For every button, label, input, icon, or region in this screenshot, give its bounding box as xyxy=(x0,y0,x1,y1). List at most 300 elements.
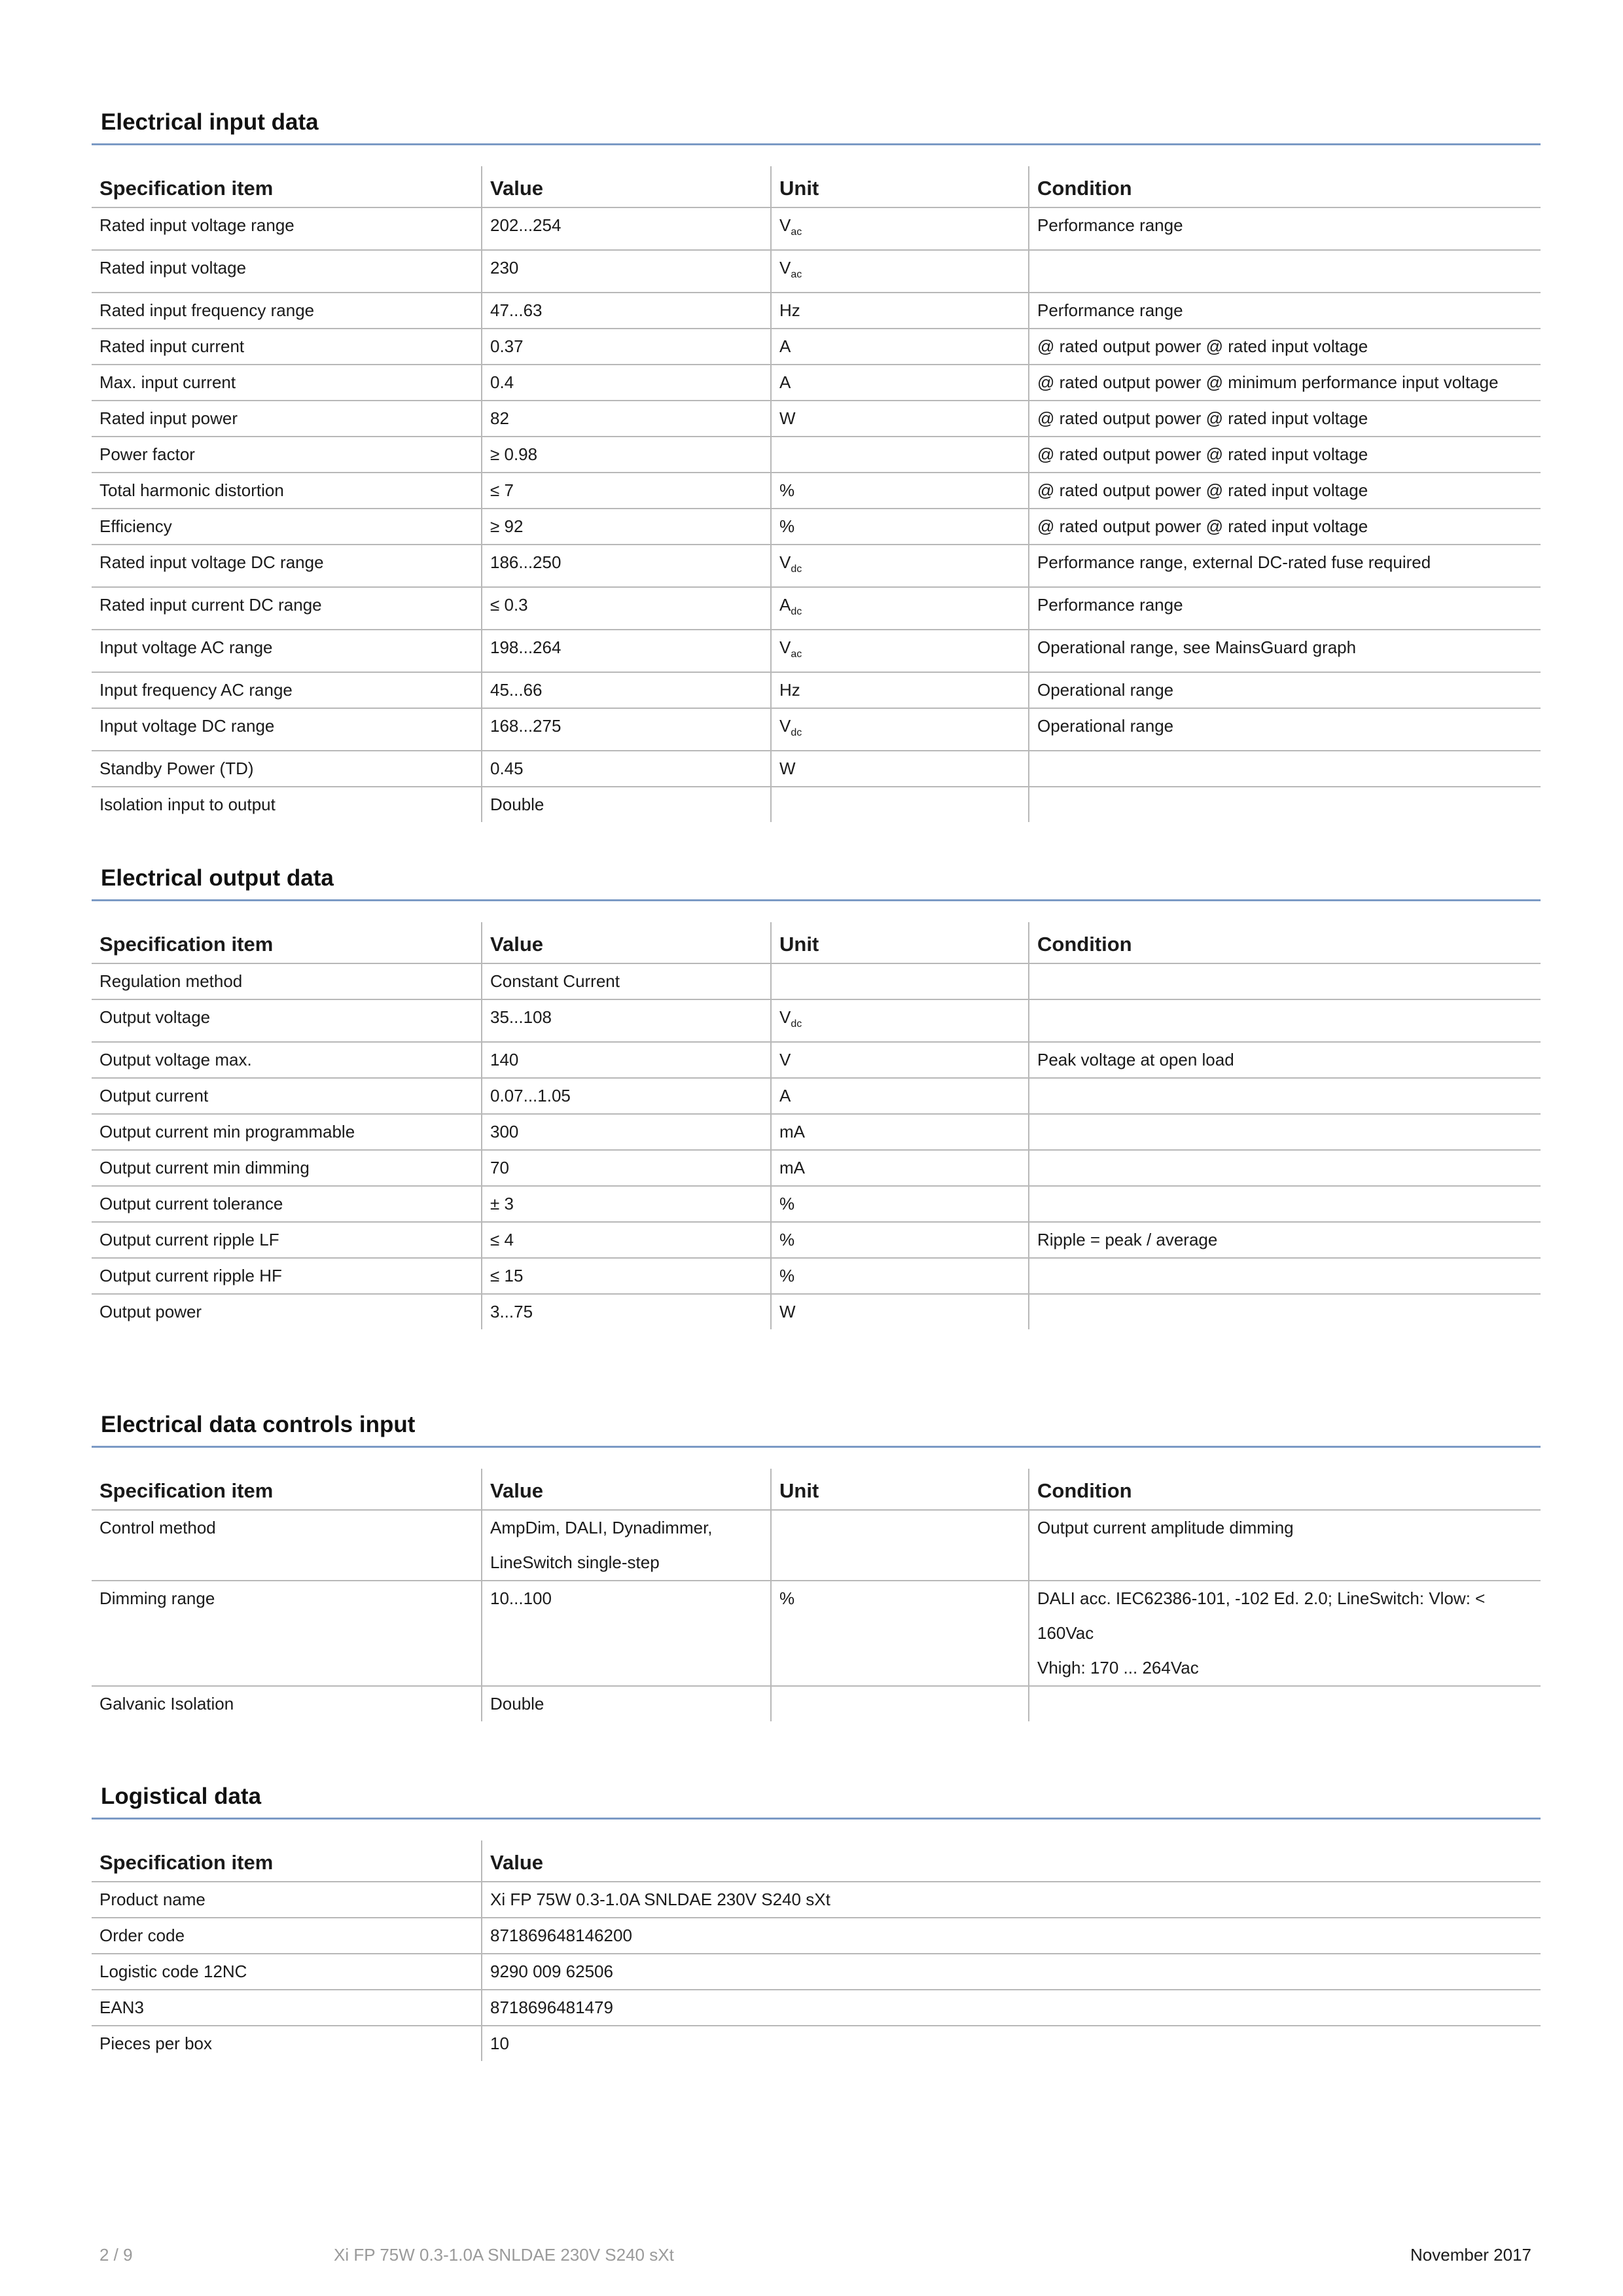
spec-item-cell: Output current min dimming xyxy=(92,1150,482,1186)
unit-text xyxy=(779,709,802,750)
condition-text: DALI acc. IEC62386-101, -102 Ed. 2.0; LineSwitch: Vlow: < 160Vac xyxy=(1037,1588,1486,1643)
section-electrical-output xyxy=(92,857,1541,1329)
value-text: 10 xyxy=(490,2034,509,2053)
value-cell xyxy=(482,751,771,787)
unit-symbol: V xyxy=(779,552,791,572)
value-cell xyxy=(482,999,771,1042)
value-text-line2: LineSwitch single-step xyxy=(490,1552,660,1572)
spec-item-cell: Input frequency AC range xyxy=(92,672,482,708)
unit-symbol: A xyxy=(779,336,791,356)
condition-text: Performance range xyxy=(1037,595,1183,615)
unit-cell xyxy=(771,587,1029,630)
condition-cell xyxy=(1029,1114,1541,1150)
spec-item-cell: Regulation method xyxy=(92,963,482,999)
condition-cell xyxy=(1029,630,1541,672)
value-text: 10...100 xyxy=(490,1588,552,1608)
unit-symbol: V xyxy=(779,637,791,657)
unit-text xyxy=(779,1000,802,1041)
spec-item-cell: Rated input frequency range xyxy=(92,293,482,329)
table-row xyxy=(92,365,1541,401)
unit-text xyxy=(779,1043,791,1077)
table-row xyxy=(92,207,1541,250)
spec-item-cell: Output current xyxy=(92,1078,482,1114)
spec-table xyxy=(92,922,1541,1329)
column-header: Value xyxy=(482,1840,1541,1882)
unit-text xyxy=(779,509,794,544)
condition-text: @ rated output power @ rated input voltage xyxy=(1037,516,1368,536)
column-header: Unit xyxy=(771,1469,1029,1510)
column-header: Unit xyxy=(771,922,1029,963)
spec-item-cell: Rated input power xyxy=(92,401,482,437)
unit-subscript: ac xyxy=(791,226,802,238)
spec-item-cell: Rated input current xyxy=(92,329,482,365)
table-row xyxy=(92,1114,1541,1150)
table-row xyxy=(92,672,1541,708)
unit-cell xyxy=(771,509,1029,545)
unit-symbol: % xyxy=(779,1230,795,1249)
condition-text: Ripple = peak / average xyxy=(1037,1230,1218,1249)
spec-item-cell: Order code xyxy=(92,1918,482,1954)
table-row xyxy=(92,1686,1541,1721)
condition-cell xyxy=(1029,1258,1541,1294)
table-row xyxy=(92,1078,1541,1114)
page-footer xyxy=(0,2245,1623,2271)
unit-text xyxy=(779,1115,805,1149)
spec-item-cell: Output current tolerance xyxy=(92,1186,482,1222)
table-header-row xyxy=(92,1469,1541,1510)
spec-item-cell: Power factor xyxy=(92,437,482,473)
table-row xyxy=(92,545,1541,587)
table-row xyxy=(92,630,1541,672)
value-cell xyxy=(482,672,771,708)
unit-subscript: ac xyxy=(791,269,802,280)
unit-text xyxy=(779,588,802,629)
value-text: 871869648146200 xyxy=(490,1926,632,1945)
unit-symbol: % xyxy=(779,1266,795,1285)
value-cell xyxy=(482,1042,771,1078)
value-cell xyxy=(482,2026,1541,2061)
value-cell xyxy=(482,401,771,437)
unit-symbol: % xyxy=(779,516,795,536)
value-cell xyxy=(482,1114,771,1150)
table-header-row xyxy=(92,1840,1541,1882)
unit-cell xyxy=(771,751,1029,787)
value-cell xyxy=(482,708,771,751)
value-cell xyxy=(482,1918,1541,1954)
value-text: ≤ 7 xyxy=(490,480,514,500)
column-header: Specification item xyxy=(92,922,482,963)
value-text: 198...264 xyxy=(490,637,562,657)
condition-cell xyxy=(1029,1294,1541,1329)
condition-cell xyxy=(1029,587,1541,630)
value-text: AmpDim, DALI, Dynadimmer, xyxy=(490,1518,713,1537)
unit-cell xyxy=(771,293,1029,329)
value-cell xyxy=(482,473,771,509)
value-text: 47...63 xyxy=(490,300,543,320)
value-text: 0.4 xyxy=(490,372,514,392)
condition-cell xyxy=(1029,293,1541,329)
spec-item-cell: Galvanic Isolation xyxy=(99,1694,234,1713)
unit-cell xyxy=(771,250,1029,293)
unit-text xyxy=(779,293,800,328)
value-cell xyxy=(482,545,771,587)
condition-cell xyxy=(1029,708,1541,751)
value-text: ≥ 0.98 xyxy=(490,444,538,464)
unit-symbol: A xyxy=(779,372,791,392)
condition-cell xyxy=(1029,751,1541,787)
condition-text: @ rated output power @ rated input voltage xyxy=(1037,408,1368,428)
unit-symbol: % xyxy=(779,1588,795,1608)
unit-cell xyxy=(771,1258,1029,1294)
value-cell xyxy=(482,1686,771,1721)
condition-text: @ rated output power @ rated input voltage xyxy=(1037,480,1368,500)
spec-item-cell: Input voltage DC range xyxy=(92,708,482,751)
unit-cell xyxy=(771,1510,1029,1581)
spec-item-cell: Rated input voltage range xyxy=(92,207,482,250)
section-title: Electrical input data xyxy=(101,109,319,135)
value-text: ≤ 4 xyxy=(490,1230,514,1249)
condition-cell xyxy=(1029,1222,1541,1258)
condition-text: Output current amplitude dimming xyxy=(1037,1518,1294,1537)
condition-cell xyxy=(1029,545,1541,587)
unit-cell xyxy=(771,207,1029,250)
value-cell xyxy=(482,1294,771,1329)
spec-item-cell: Logistic code 12NC xyxy=(92,1954,482,1990)
unit-symbol: % xyxy=(779,1194,795,1213)
unit-text xyxy=(779,401,796,436)
unit-text xyxy=(779,329,791,364)
table-row xyxy=(92,509,1541,545)
spec-item-cell: Rated input current DC range xyxy=(92,587,482,630)
unit-text xyxy=(779,751,796,786)
condition-cell xyxy=(1029,437,1541,473)
spec-item-cell: Rated input voltage xyxy=(92,250,482,293)
spec-item-cell: Output voltage max. xyxy=(92,1042,482,1078)
unit-text xyxy=(779,630,802,672)
table-row xyxy=(92,963,1541,999)
spec-item-cell: Isolation input to output xyxy=(99,795,276,814)
value-text: 70 xyxy=(490,1158,509,1177)
unit-text xyxy=(779,1581,794,1616)
unit-symbol: mA xyxy=(779,1158,805,1177)
value-text: Constant Current xyxy=(490,971,620,991)
spec-item-cell: Output voltage xyxy=(92,999,482,1042)
value-text: 45...66 xyxy=(490,680,543,700)
condition-cell xyxy=(1029,509,1541,545)
unit-text xyxy=(779,673,800,708)
spec-table xyxy=(92,166,1541,822)
spec-item-cell: Output current min programmable xyxy=(92,1114,482,1150)
table-row xyxy=(92,1294,1541,1329)
unit-text xyxy=(779,365,791,400)
condition-cell xyxy=(1029,672,1541,708)
spec-item-cell: Dimming range xyxy=(92,1581,482,1686)
unit-cell xyxy=(771,437,1029,473)
spec-item-cell: EAN3 xyxy=(92,1990,482,2026)
condition-cell xyxy=(1029,1686,1541,1721)
value-text: ± 3 xyxy=(490,1194,514,1213)
spec-item-cell: Input voltage AC range xyxy=(92,630,482,672)
table-row xyxy=(92,1581,1541,1686)
unit-symbol: V xyxy=(779,215,791,235)
spec-item-cell: Product name xyxy=(92,1882,482,1918)
spec-item-cell: Max. input current xyxy=(92,365,482,401)
section-title: Logistical data xyxy=(101,1784,262,1809)
value-cell xyxy=(482,1581,771,1686)
condition-cell xyxy=(1029,787,1541,822)
unit-cell xyxy=(771,401,1029,437)
unit-subscript: dc xyxy=(791,727,802,738)
condition-cell xyxy=(1029,473,1541,509)
column-header: Specification item xyxy=(92,166,482,207)
unit-cell xyxy=(771,1686,1029,1721)
value-text: 0.45 xyxy=(490,759,524,778)
table-row xyxy=(92,1186,1541,1222)
value-text: 202...254 xyxy=(490,215,562,235)
unit-text xyxy=(779,1223,794,1257)
value-cell xyxy=(482,787,771,822)
table-row xyxy=(92,329,1541,365)
table-row xyxy=(92,751,1541,787)
value-cell xyxy=(482,1510,771,1581)
value-cell xyxy=(482,1222,771,1258)
condition-cell xyxy=(1029,1150,1541,1186)
value-cell xyxy=(482,509,771,545)
condition-cell xyxy=(1029,1186,1541,1222)
condition-cell xyxy=(1029,401,1541,437)
condition-text: Operational range, see MainsGuard graph xyxy=(1037,637,1357,657)
table-row xyxy=(92,473,1541,509)
value-cell xyxy=(482,365,771,401)
page-number: 2 / 9 xyxy=(99,2245,133,2265)
value-cell xyxy=(482,587,771,630)
value-cell xyxy=(482,1258,771,1294)
spec-item-cell: Pieces per box xyxy=(99,2034,212,2053)
condition-text: Operational range xyxy=(1037,716,1174,736)
footer-date: November 2017 xyxy=(1410,2245,1531,2265)
unit-cell xyxy=(771,1042,1029,1078)
value-cell xyxy=(482,207,771,250)
value-cell xyxy=(482,329,771,365)
table-row xyxy=(92,1222,1541,1258)
spec-table xyxy=(92,1469,1541,1721)
unit-cell xyxy=(771,1078,1029,1114)
unit-symbol: Hz xyxy=(779,680,800,700)
unit-symbol: W xyxy=(779,408,796,428)
unit-cell xyxy=(771,545,1029,587)
unit-text xyxy=(779,1295,796,1329)
unit-cell xyxy=(771,365,1029,401)
condition-cell xyxy=(1029,207,1541,250)
condition-text: @ rated output power @ minimum performance input voltage xyxy=(1037,372,1499,392)
condition-text: @ rated output power @ rated input voltage xyxy=(1037,444,1368,464)
unit-subscript: dc xyxy=(791,606,802,617)
condition-text: @ rated output power @ rated input voltage xyxy=(1037,336,1368,356)
condition-text: Performance range xyxy=(1037,300,1183,320)
unit-cell xyxy=(771,787,1029,822)
unit-cell xyxy=(771,1222,1029,1258)
value-cell xyxy=(482,437,771,473)
value-cell xyxy=(482,1150,771,1186)
value-text: Double xyxy=(490,795,544,814)
spec-item-cell: Rated input voltage DC range xyxy=(92,545,482,587)
table-row xyxy=(92,401,1541,437)
column-header: Condition xyxy=(1029,166,1541,207)
spec-item-cell: Efficiency xyxy=(92,509,482,545)
condition-text-line2: Vhigh: 170 ... 264Vac xyxy=(1037,1658,1199,1677)
condition-cell xyxy=(1029,1510,1541,1581)
spec-item-cell: Total harmonic distortion xyxy=(92,473,482,509)
table-row xyxy=(92,708,1541,751)
unit-symbol: W xyxy=(779,1302,796,1321)
unit-symbol: mA xyxy=(779,1122,805,1141)
condition-cell xyxy=(1029,329,1541,365)
section-title: Electrical output data xyxy=(101,865,334,891)
unit-text xyxy=(779,251,802,292)
condition-cell xyxy=(1029,963,1541,999)
condition-cell xyxy=(1029,1078,1541,1114)
unit-cell xyxy=(771,473,1029,509)
unit-symbol: A xyxy=(779,1086,791,1105)
spec-item-cell: Standby Power (TD) xyxy=(92,751,482,787)
unit-symbol: V xyxy=(779,1007,791,1027)
unit-symbol: V xyxy=(779,258,791,278)
table-row xyxy=(92,1258,1541,1294)
table-row xyxy=(92,2026,1541,2061)
value-text: 9290 009 62506 xyxy=(490,1962,613,1981)
table-row xyxy=(92,293,1541,329)
column-header: Specification item xyxy=(92,1840,482,1882)
value-text: 186...250 xyxy=(490,552,562,572)
value-cell xyxy=(482,963,771,999)
table-row xyxy=(92,1150,1541,1186)
unit-cell xyxy=(771,1294,1029,1329)
unit-cell xyxy=(771,1581,1029,1686)
unit-cell xyxy=(771,1150,1029,1186)
unit-cell xyxy=(771,1186,1029,1222)
value-text: 300 xyxy=(490,1122,519,1141)
section-title: Electrical data controls input xyxy=(101,1412,416,1437)
section-divider xyxy=(92,143,1541,145)
table-row xyxy=(92,1918,1541,1954)
unit-cell xyxy=(771,329,1029,365)
table-header-row xyxy=(92,922,1541,963)
condition-cell xyxy=(1029,1581,1541,1686)
value-text: 168...275 xyxy=(490,716,562,736)
spec-item-cell: Output current ripple HF xyxy=(92,1258,482,1294)
value-cell xyxy=(482,1954,1541,1990)
section-controls-input xyxy=(92,1404,1541,1721)
unit-symbol: V xyxy=(779,1050,791,1069)
table-row xyxy=(92,587,1541,630)
column-header: Specification item xyxy=(92,1469,482,1510)
value-text: 140 xyxy=(490,1050,519,1069)
value-text: 3...75 xyxy=(490,1302,533,1321)
value-text: ≤ 15 xyxy=(490,1266,524,1285)
value-text: 82 xyxy=(490,408,509,428)
table-header-row xyxy=(92,166,1541,207)
condition-text: Performance range xyxy=(1037,215,1183,235)
unit-subscript: dc xyxy=(791,564,802,575)
section-divider xyxy=(92,1446,1541,1448)
value-cell xyxy=(482,1882,1541,1918)
unit-cell xyxy=(771,963,1029,999)
table-row xyxy=(92,1042,1541,1078)
section-divider xyxy=(92,1818,1541,1820)
unit-text xyxy=(779,545,802,586)
condition-cell xyxy=(1029,1042,1541,1078)
condition-cell xyxy=(1029,250,1541,293)
unit-cell xyxy=(771,1114,1029,1150)
value-text: 35...108 xyxy=(490,1007,552,1027)
value-text: ≤ 0.3 xyxy=(490,595,528,615)
unit-cell xyxy=(771,999,1029,1042)
column-header: Condition xyxy=(1029,922,1541,963)
unit-subscript: dc xyxy=(791,1018,802,1030)
table-row xyxy=(92,250,1541,293)
unit-text xyxy=(779,1079,791,1113)
value-text: ≥ 92 xyxy=(490,516,524,536)
unit-cell xyxy=(771,672,1029,708)
table-row xyxy=(92,437,1541,473)
unit-symbol: A xyxy=(779,595,791,615)
unit-text xyxy=(779,208,802,249)
value-text: Xi FP 75W 0.3-1.0A SNLDAE 230V S240 sXt xyxy=(490,1890,830,1909)
table-row xyxy=(92,1954,1541,1990)
column-header: Value xyxy=(482,1469,771,1510)
condition-text: Peak voltage at open load xyxy=(1037,1050,1234,1069)
unit-symbol: W xyxy=(779,759,796,778)
unit-text xyxy=(779,1151,805,1185)
unit-text xyxy=(779,473,794,508)
condition-cell xyxy=(1029,365,1541,401)
unit-symbol: Hz xyxy=(779,300,800,320)
table-row xyxy=(92,1510,1541,1581)
unit-text xyxy=(779,1187,794,1221)
column-header: Value xyxy=(482,166,771,207)
table-row xyxy=(92,999,1541,1042)
unit-symbol: % xyxy=(779,480,795,500)
column-header: Condition xyxy=(1029,1469,1541,1510)
table-row xyxy=(92,1990,1541,2026)
unit-cell xyxy=(771,630,1029,672)
table-row xyxy=(92,787,1541,822)
table-row xyxy=(92,1882,1541,1918)
spec-table xyxy=(92,1840,1541,2061)
section-divider xyxy=(92,899,1541,901)
value-text: 8718696481479 xyxy=(490,1998,613,2017)
unit-subscript: ac xyxy=(791,649,802,660)
section-logistical xyxy=(92,1776,1541,2061)
section-electrical-input xyxy=(92,101,1541,822)
value-text: 0.07...1.05 xyxy=(490,1086,571,1105)
condition-text: Operational range xyxy=(1037,680,1174,700)
value-cell xyxy=(482,630,771,672)
spec-item-cell: Output current ripple LF xyxy=(92,1222,482,1258)
value-cell xyxy=(482,250,771,293)
unit-symbol: V xyxy=(779,716,791,736)
value-cell xyxy=(482,293,771,329)
value-cell xyxy=(482,1990,1541,2026)
condition-text: Performance range, external DC-rated fuse required xyxy=(1037,552,1431,572)
value-text: Double xyxy=(490,1694,544,1713)
spec-item-cell: Control method xyxy=(92,1510,482,1581)
value-cell xyxy=(482,1186,771,1222)
value-text: 230 xyxy=(490,258,519,278)
unit-cell xyxy=(771,708,1029,751)
condition-cell xyxy=(1029,999,1541,1042)
column-header: Unit xyxy=(771,166,1029,207)
